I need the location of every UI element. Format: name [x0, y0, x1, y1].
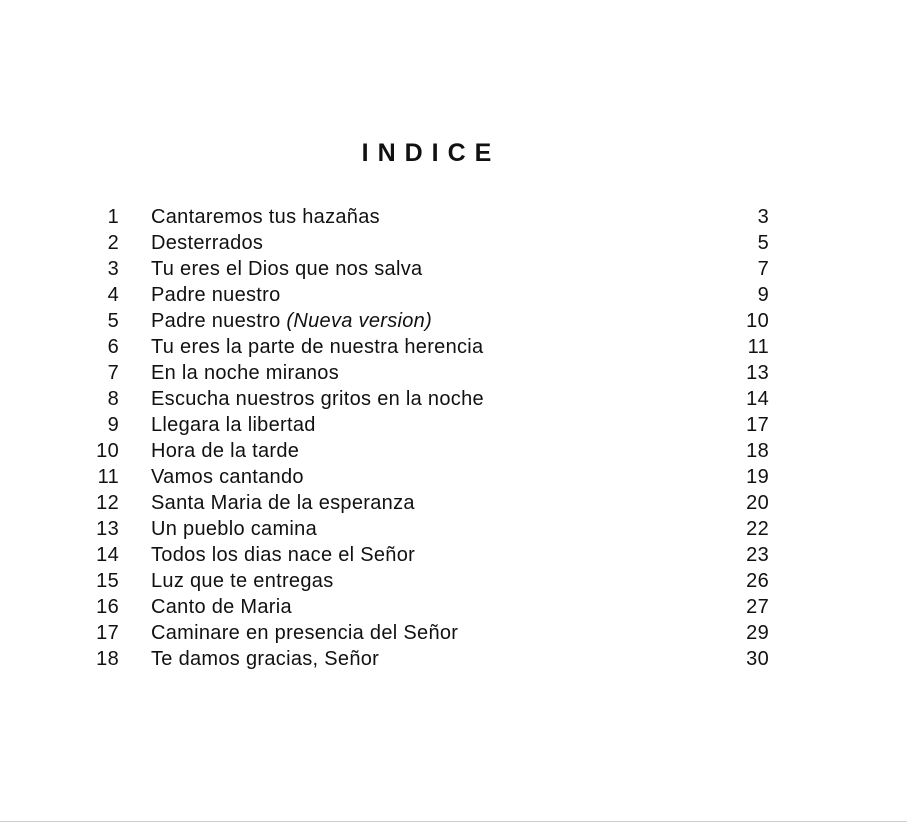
- toc-entry: [0, 204, 907, 230]
- entry-title: Canto de Maria: [151, 596, 292, 618]
- entry-title: En la noche miranos: [151, 362, 340, 384]
- entry-title: Tu eres el Dios que nos salva: [151, 258, 423, 280]
- entry-page-number: 10: [746, 310, 769, 332]
- entry-title: Un pueblo camina: [151, 518, 318, 540]
- entry-number: 8: [107, 388, 119, 410]
- toc-entry: [0, 646, 907, 672]
- entry-page-number: 18: [746, 440, 769, 462]
- toc-entry: [0, 282, 907, 308]
- entry-page-number: 23: [746, 544, 769, 566]
- toc-entry: [0, 256, 907, 282]
- entry-number: 6: [107, 336, 119, 358]
- entry-number: 1: [107, 206, 119, 228]
- entry-page-number: 20: [746, 492, 769, 514]
- page-title: INDICE: [361, 139, 501, 167]
- entry-number: 16: [96, 596, 119, 618]
- toc-entry: [0, 334, 907, 360]
- entry-title: Llegara la libertad: [151, 414, 316, 436]
- entry-page-number: 26: [746, 570, 769, 592]
- entry-number: 5: [107, 310, 119, 332]
- page-edge-divider: [0, 821, 907, 822]
- entry-title: Escucha nuestros gritos en la noche: [151, 388, 484, 410]
- entry-number: 11: [97, 466, 119, 488]
- toc-entry: [0, 438, 907, 464]
- entry-page-number: 9: [757, 284, 769, 306]
- entry-number: 13: [96, 518, 119, 540]
- entry-page-number: 17: [746, 414, 769, 436]
- toc-entry: [0, 542, 907, 568]
- toc-entry: [0, 490, 907, 516]
- entry-number: 3: [107, 258, 119, 280]
- entry-title: Hora de la tarde: [151, 440, 300, 462]
- entry-page-number: 14: [746, 388, 769, 410]
- toc-entry: [0, 308, 907, 334]
- entry-number: 14: [96, 544, 119, 566]
- entry-page-number: 29: [746, 622, 769, 644]
- table-of-contents: [0, 204, 907, 672]
- entry-title: Santa Maria de la esperanza: [151, 492, 415, 514]
- entry-number: 4: [107, 284, 119, 306]
- entry-title: Caminare en presencia del Señor: [151, 622, 459, 644]
- toc-entry: [0, 568, 907, 594]
- entry-page-number: 19: [746, 466, 769, 488]
- toc-entry: [0, 230, 907, 256]
- entry-page-number: 5: [757, 232, 769, 254]
- entry-number: 7: [107, 362, 119, 384]
- entry-number: 15: [96, 570, 119, 592]
- entry-title: Cantaremos tus hazañas: [151, 206, 380, 228]
- entry-page-number: 3: [757, 206, 769, 228]
- entry-page-number: 13: [746, 362, 769, 384]
- entry-title: Desterrados: [151, 232, 264, 254]
- entry-title: Vamos cantando: [151, 466, 304, 488]
- toc-entry: [0, 412, 907, 438]
- entry-title: Tu eres la parte de nuestra herencia: [151, 336, 484, 358]
- toc-entry: [0, 386, 907, 412]
- entry-page-number: 7: [757, 258, 769, 280]
- entry-number: 17: [96, 622, 119, 644]
- entry-title: Padre nuestro: [151, 284, 281, 306]
- toc-entry: [0, 464, 907, 490]
- entry-title: Padre nuestro (Nueva version): [151, 310, 433, 332]
- entry-title: Luz que te entregas: [151, 570, 334, 592]
- toc-entry: [0, 620, 907, 646]
- entry-page-number: 30: [746, 648, 769, 670]
- entry-number: 2: [107, 232, 119, 254]
- entry-number: 10: [96, 440, 119, 462]
- entry-number: 18: [96, 648, 119, 670]
- entry-note: (Nueva version): [286, 310, 433, 332]
- entry-number: 9: [107, 414, 119, 436]
- entry-page-number: 27: [746, 596, 769, 618]
- entry-title: Todos los dias nace el Señor: [151, 544, 416, 566]
- entry-title: Te damos gracias, Señor: [151, 648, 380, 670]
- toc-entry: [0, 360, 907, 386]
- toc-entry: [0, 516, 907, 542]
- entry-page-number: 11: [747, 336, 769, 358]
- entry-number: 12: [96, 492, 119, 514]
- toc-entry: [0, 594, 907, 620]
- entry-page-number: 22: [746, 518, 769, 540]
